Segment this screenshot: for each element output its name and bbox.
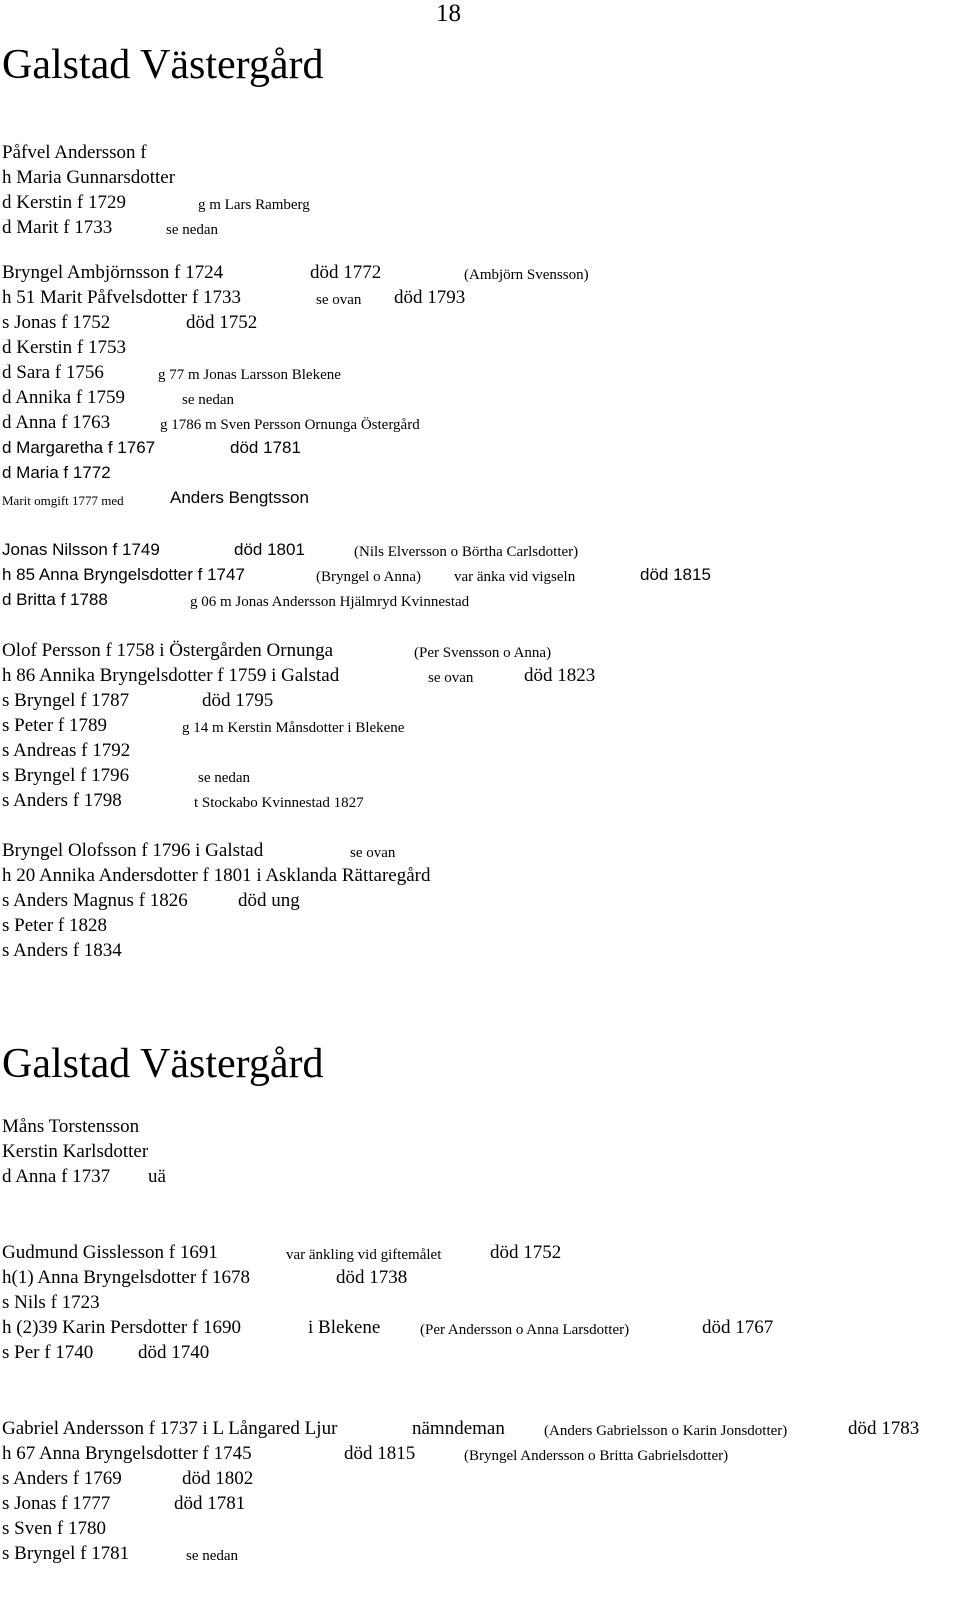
line-note: se nedan bbox=[186, 1548, 239, 1564]
record-line bbox=[2, 587, 952, 612]
line-text: s Anders Magnus f 1826 bbox=[2, 890, 188, 911]
record-line bbox=[2, 1114, 952, 1139]
line-death: död 1795 bbox=[202, 690, 274, 711]
line-text: s Jonas f 1777 bbox=[2, 1493, 111, 1514]
line-note: se nedan bbox=[166, 222, 219, 238]
line-note: g 1786 m Sven Persson Ornunga Östergård bbox=[160, 417, 420, 433]
line-note: (Nils Elversson o Börtha Carlsdotter) bbox=[354, 544, 579, 560]
line-text: d Anna f 1763 bbox=[2, 412, 111, 433]
line-death: död 1781 bbox=[230, 438, 301, 457]
record-line bbox=[2, 1416, 952, 1441]
line-death: död 1802 bbox=[182, 1468, 254, 1489]
line-text: s Peter f 1828 bbox=[2, 915, 108, 936]
record-line bbox=[2, 713, 952, 738]
line-text: h 86 Annika Bryngelsdotter f 1759 i Galstad bbox=[2, 665, 340, 686]
line-text: h 85 Anna Bryngelsdotter f 1747 bbox=[2, 565, 245, 584]
record-line bbox=[2, 738, 952, 763]
line-text: Kerstin Karlsdotter bbox=[2, 1141, 149, 1162]
line-text: s Sven f 1780 bbox=[2, 1518, 106, 1539]
record-line bbox=[2, 1164, 952, 1189]
line-note: t Stockabo Kvinnestad 1827 bbox=[194, 795, 364, 811]
line-text: Bryngel Ambjörnsson f 1724 bbox=[2, 262, 224, 283]
record-line bbox=[2, 360, 952, 385]
record-line bbox=[2, 165, 952, 190]
record-line bbox=[2, 260, 952, 285]
line-text: s Andreas f 1792 bbox=[2, 740, 131, 761]
record-line bbox=[2, 190, 952, 215]
record-line bbox=[2, 435, 952, 460]
line-text: s Jonas f 1752 bbox=[2, 312, 111, 333]
line-death: död 1801 bbox=[234, 540, 305, 559]
line-note: se ovan bbox=[350, 845, 396, 861]
record-line bbox=[2, 385, 952, 410]
line-text: Gudmund Gisslesson f 1691 bbox=[2, 1242, 218, 1263]
line-text: d Kerstin f 1753 bbox=[2, 337, 127, 358]
line-text: s Anders f 1769 bbox=[2, 1468, 122, 1489]
line-text: d Maria f 1772 bbox=[2, 463, 111, 482]
line-note: se ovan bbox=[428, 670, 474, 686]
line-text: d Sara f 1756 bbox=[2, 362, 104, 383]
record-line bbox=[2, 913, 952, 938]
page-number: 18 bbox=[436, 0, 461, 27]
line-note: var änka vid vigseln bbox=[454, 569, 576, 585]
record-line bbox=[2, 1290, 952, 1315]
line-text: h 20 Annika Andersdotter f 1801 i Asklanda Rättaregård bbox=[2, 865, 431, 886]
line-text: Olof Persson f 1758 i Östergården Ornunga bbox=[2, 640, 334, 661]
line-title: nämndeman bbox=[412, 1418, 505, 1439]
line-note: var änkling vid giftemålet bbox=[286, 1247, 442, 1263]
record-line bbox=[2, 1466, 952, 1491]
record-line bbox=[2, 938, 952, 963]
record-line bbox=[2, 1265, 952, 1290]
line-note: (Per Andersson o Anna Larsdotter) bbox=[420, 1322, 630, 1338]
line-text: h Maria Gunnarsdotter bbox=[2, 167, 176, 188]
line-death: död 1781 bbox=[174, 1493, 246, 1514]
record-line bbox=[2, 1441, 952, 1466]
line-death: död 1815 bbox=[344, 1443, 416, 1464]
line-text: Påfvel Andersson f bbox=[2, 142, 147, 163]
record-line bbox=[2, 310, 952, 335]
line-text: s Bryngel f 1787 bbox=[2, 690, 130, 711]
line-death: död ung bbox=[238, 890, 300, 911]
section-title: Galstad Västergård bbox=[2, 1041, 324, 1087]
record-line bbox=[2, 888, 952, 913]
line-note: (Bryngel o Anna) bbox=[316, 569, 421, 585]
line-text: Måns Torstensson bbox=[2, 1116, 140, 1137]
record-line bbox=[2, 1139, 952, 1164]
record-line bbox=[2, 1240, 952, 1265]
record-line bbox=[2, 688, 952, 713]
record-line bbox=[2, 788, 952, 813]
line-text: Bryngel Olofsson f 1796 i Galstad bbox=[2, 840, 264, 861]
line-death: död 1738 bbox=[336, 1267, 408, 1288]
record-line bbox=[2, 285, 952, 310]
line-text: d Anna f 1737 bbox=[2, 1166, 111, 1187]
record-line bbox=[2, 863, 952, 888]
line-death: död 1752 bbox=[490, 1242, 562, 1263]
line-death: död 1793 bbox=[394, 287, 466, 308]
line-note: g m Lars Ramberg bbox=[198, 197, 310, 213]
line-text: s Per f 1740 bbox=[2, 1342, 94, 1363]
line-text: s Anders f 1798 bbox=[2, 790, 122, 811]
section-title: Galstad Västergård bbox=[2, 42, 324, 88]
line-text: Anders Bengtsson bbox=[170, 488, 309, 507]
line-text: s Anders f 1834 bbox=[2, 940, 122, 961]
record-line bbox=[2, 638, 952, 663]
line-note: Marit omgift 1777 med bbox=[2, 493, 124, 508]
line-place: i Blekene bbox=[308, 1317, 381, 1338]
record-line bbox=[2, 140, 952, 165]
line-text: d Annika f 1759 bbox=[2, 387, 125, 408]
line-text: h (2)39 Karin Persdotter f 1690 bbox=[2, 1317, 242, 1338]
line-note: se nedan bbox=[182, 392, 235, 408]
line-death: död 1783 bbox=[848, 1418, 920, 1439]
record-line bbox=[2, 663, 952, 688]
line-death: död 1752 bbox=[186, 312, 258, 333]
line-death: död 1772 bbox=[310, 262, 382, 283]
record-line bbox=[2, 763, 952, 788]
record-line bbox=[2, 460, 952, 485]
record-line bbox=[2, 1315, 952, 1340]
line-text: Gabriel Andersson f 1737 i L Långared Ljur bbox=[2, 1418, 338, 1439]
line-note: (Anders Gabrielsson o Karin Jonsdotter) bbox=[544, 1423, 788, 1439]
line-note: se ovan bbox=[316, 292, 362, 308]
line-note: g 77 m Jonas Larsson Blekene bbox=[158, 367, 341, 383]
record-line bbox=[2, 1340, 952, 1365]
record-line bbox=[2, 335, 952, 360]
record-line bbox=[2, 1516, 952, 1541]
line-death: död 1767 bbox=[702, 1317, 774, 1338]
line-note: (Bryngel Andersson o Britta Gabrielsdotter) bbox=[464, 1448, 729, 1464]
record-line bbox=[2, 1491, 952, 1516]
line-text: d Kerstin f 1729 bbox=[2, 192, 127, 213]
line-text: s Bryngel f 1781 bbox=[2, 1543, 130, 1564]
record-line bbox=[2, 838, 952, 863]
line-text: s Bryngel f 1796 bbox=[2, 765, 130, 786]
record-line bbox=[2, 485, 952, 510]
line-text: h 51 Marit Påfvelsdotter f 1733 bbox=[2, 287, 242, 308]
line-text: h(1) Anna Bryngelsdotter f 1678 bbox=[2, 1267, 251, 1288]
line-text: Jonas Nilsson f 1749 bbox=[2, 540, 160, 559]
line-note: (Per Svensson o Anna) bbox=[414, 645, 552, 661]
line-text: h 67 Anna Bryngelsdotter f 1745 bbox=[2, 1443, 252, 1464]
line-note: (Ambjörn Svensson) bbox=[464, 267, 589, 283]
line-text: s Peter f 1789 bbox=[2, 715, 108, 736]
line-text: s Nils f 1723 bbox=[2, 1292, 100, 1313]
record-line bbox=[2, 1541, 952, 1566]
record-line bbox=[2, 410, 952, 435]
line-text: d Britta f 1788 bbox=[2, 590, 108, 609]
record-line bbox=[2, 562, 952, 587]
line-note: se nedan bbox=[198, 770, 251, 786]
line-text: d Marit f 1733 bbox=[2, 217, 113, 238]
line-note: uä bbox=[148, 1166, 166, 1187]
record-line bbox=[2, 537, 952, 562]
record-line bbox=[2, 215, 952, 240]
line-death: död 1815 bbox=[640, 565, 711, 584]
line-note: g 14 m Kerstin Månsdotter i Blekene bbox=[182, 720, 405, 736]
line-death: död 1740 bbox=[138, 1342, 210, 1363]
line-note: g 06 m Jonas Andersson Hjälmryd Kvinnestad bbox=[190, 594, 470, 610]
line-text: d Margaretha f 1767 bbox=[2, 438, 156, 457]
line-death: död 1823 bbox=[524, 665, 596, 686]
